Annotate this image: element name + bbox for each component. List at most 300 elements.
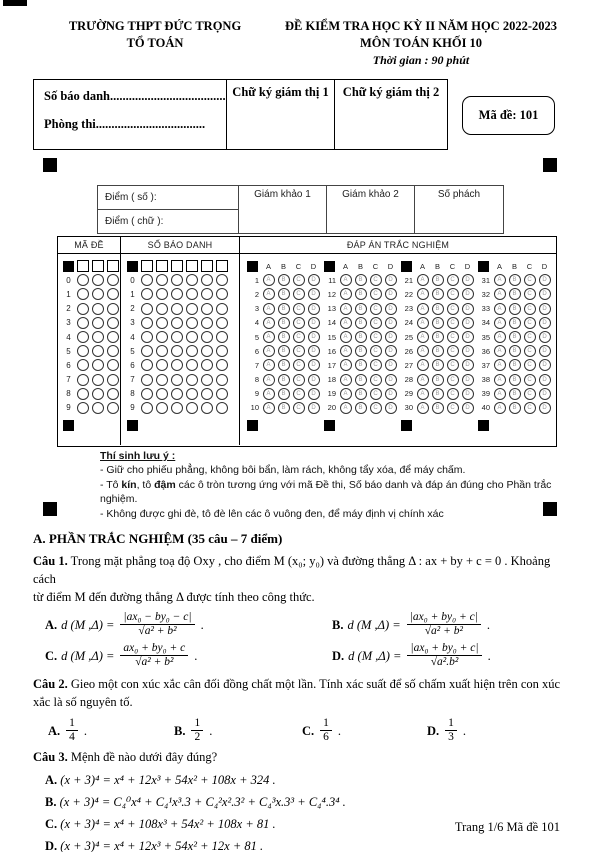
- answer-bubble-q4-A[interactable]: [263, 317, 275, 329]
- answer-bubble-q17-D[interactable]: [385, 359, 397, 371]
- answer-bubble-q37-B[interactable]: [509, 359, 521, 371]
- exam-code-bubble-7-col3[interactable]: [107, 374, 119, 386]
- candidate-id-write-box: [156, 260, 168, 272]
- calibration-square: [401, 261, 412, 272]
- answer-bubble-q39-D[interactable]: [539, 388, 551, 400]
- answer-bubble-q37-D[interactable]: [539, 359, 551, 371]
- answer-bubble-q21-C[interactable]: [447, 274, 459, 286]
- exam-code-bubble-0-col2[interactable]: [92, 274, 104, 286]
- answer-bubble-q10-A[interactable]: [263, 402, 275, 414]
- answer-bubble-q23-A[interactable]: [417, 303, 429, 315]
- answer-bubble-q6-C[interactable]: [293, 345, 305, 357]
- room-field[interactable]: Phòng thi...................................: [44, 117, 206, 131]
- candidate-number-field[interactable]: Số báo danh.....................................: [44, 89, 226, 103]
- answer-bubble-q39-C[interactable]: [524, 388, 536, 400]
- answer-bubble-q17-C[interactable]: [370, 359, 382, 371]
- answer-bubble-q17-A[interactable]: [340, 359, 352, 371]
- exam-code-bubble-2-col2[interactable]: [92, 303, 104, 315]
- answer-bubble-q14-D[interactable]: [385, 317, 397, 329]
- answer-bubble-q8-C[interactable]: [293, 374, 305, 386]
- answer-bubble-q28-A[interactable]: [417, 374, 429, 386]
- answer-bubble-q33-B[interactable]: [509, 303, 521, 315]
- exam-code-bubble-9-col3[interactable]: [107, 402, 119, 414]
- answer-bubble-q13-C[interactable]: [370, 303, 382, 315]
- exam-content: [33, 530, 573, 852]
- bubble-letter-label: B: [281, 362, 286, 369]
- answer-bubble-q29-D[interactable]: [462, 388, 474, 400]
- candidate-id-bubble-2-col6[interactable]: [216, 303, 228, 315]
- answer-bubble-q28-D[interactable]: [462, 374, 474, 386]
- answer-bubble-q39-A[interactable]: [494, 388, 506, 400]
- exam-code-bubble-1-col1[interactable]: [77, 288, 89, 300]
- candidate-id-bubble-1-col2[interactable]: [156, 288, 168, 300]
- answer-bubble-q14-A[interactable]: [340, 317, 352, 329]
- answer-bubble-q21-B[interactable]: [432, 274, 444, 286]
- candidate-id-bubble-5-col2[interactable]: [156, 345, 168, 357]
- answer-bubble-q18-A[interactable]: [340, 374, 352, 386]
- answer-bubble-q28-C[interactable]: [447, 374, 459, 386]
- bubble-letter-label: C: [373, 277, 378, 284]
- exam-code-bubble-1-col2[interactable]: [92, 288, 104, 300]
- exam-code-bubble-1-col3[interactable]: [107, 288, 119, 300]
- candidate-id-bubble-5-col3[interactable]: [171, 345, 183, 357]
- answer-bubble-q36-C[interactable]: [524, 345, 536, 357]
- candidate-id-bubble-2-col3[interactable]: [171, 303, 183, 315]
- answer-bubble-q24-D[interactable]: [462, 317, 474, 329]
- answer-bubble-q20-C[interactable]: [370, 402, 382, 414]
- answer-bubble-q11-D[interactable]: [385, 274, 397, 286]
- answer-bubble-q5-A[interactable]: [263, 331, 275, 343]
- candidate-id-bubble-6-col2[interactable]: [156, 359, 168, 371]
- bubble-letter-label: B: [281, 404, 286, 411]
- answer-bubble-q32-A[interactable]: [494, 288, 506, 300]
- bubble-letter-label: C: [527, 390, 532, 397]
- bubble-letter-label: A: [497, 390, 502, 397]
- answer-bubble-q22-C[interactable]: [447, 288, 459, 300]
- candidate-id-bubble-8-col3[interactable]: [171, 388, 183, 400]
- calibration-square: [127, 261, 138, 272]
- exam-code-bubble-0-col1[interactable]: [77, 274, 89, 286]
- candidate-id-bubble-8-col2[interactable]: [156, 388, 168, 400]
- answer-bubble-q10-D[interactable]: [308, 402, 320, 414]
- answer-letter-header: D: [541, 261, 548, 271]
- answer-bubble-q9-C[interactable]: [293, 388, 305, 400]
- answer-bubble-q5-B[interactable]: [278, 331, 290, 343]
- bubble-letter-label: A: [266, 291, 271, 298]
- candidate-id-bubble-6-col1[interactable]: [141, 359, 153, 371]
- answer-bubble-q30-A[interactable]: [417, 402, 429, 414]
- candidate-id-bubble-0-col3[interactable]: [171, 274, 183, 286]
- answer-bubble-q31-B[interactable]: [509, 274, 521, 286]
- answer-bubble-q1-B[interactable]: [278, 274, 290, 286]
- bubble-letter-label: A: [266, 277, 271, 284]
- exam-code-bubble-5-col3[interactable]: [107, 345, 119, 357]
- answer-bubble-q40-D[interactable]: [539, 402, 551, 414]
- exam-code-bubble-3-col2[interactable]: [92, 317, 104, 329]
- candidate-id-bubble-3-col3[interactable]: [171, 317, 183, 329]
- answer-bubble-q10-C[interactable]: [293, 402, 305, 414]
- answer-bubble-q26-B[interactable]: [432, 345, 444, 357]
- answer-bubble-q30-D[interactable]: [462, 402, 474, 414]
- answer-bubble-q16-B[interactable]: [355, 345, 367, 357]
- candidate-id-grid: [126, 259, 239, 429]
- answer-bubble-q39-B[interactable]: [509, 388, 521, 400]
- answer-bubble-q11-A[interactable]: [340, 274, 352, 286]
- candidate-id-bubble-0-col1[interactable]: [141, 274, 153, 286]
- answer-bubble-q14-C[interactable]: [370, 317, 382, 329]
- answer-bubble-q37-C[interactable]: [524, 359, 536, 371]
- answer-bubble-q33-C[interactable]: [524, 303, 536, 315]
- exam-code-bubble-4-col2[interactable]: [92, 331, 104, 343]
- candidate-id-bubble-2-col4[interactable]: [186, 303, 198, 315]
- exam-code-bubble-8-col2[interactable]: [92, 388, 104, 400]
- answer-bubble-q15-C[interactable]: [370, 331, 382, 343]
- answer-bubble-q34-D[interactable]: [539, 317, 551, 329]
- answer-bubble-q25-A[interactable]: [417, 331, 429, 343]
- answer-letter-header: C: [526, 261, 533, 271]
- bubble-letter-label: C: [296, 348, 301, 355]
- candidate-id-bubble-6-col3[interactable]: [171, 359, 183, 371]
- answer-bubble-q29-A[interactable]: [417, 388, 429, 400]
- answer-letter-header: A: [496, 261, 502, 271]
- answer-bubble-q20-B[interactable]: [355, 402, 367, 414]
- candidate-id-bubble-2-col2[interactable]: [156, 303, 168, 315]
- candidate-id-bubble-4-col2[interactable]: [156, 331, 168, 343]
- candidate-id-bubble-9-col3[interactable]: [171, 402, 183, 414]
- bubble-letter-label: C: [450, 277, 455, 284]
- answer-bubble-q8-A[interactable]: [263, 374, 275, 386]
- candidate-id-bubble-9-col6[interactable]: [216, 402, 228, 414]
- bubble-letter-label: A: [420, 348, 425, 355]
- answer-bubble-q27-A[interactable]: [417, 359, 429, 371]
- answer-bubble-q16-C[interactable]: [370, 345, 382, 357]
- candidate-id-bubble-6-col4[interactable]: [186, 359, 198, 371]
- bubble-letter-label: C: [296, 390, 301, 397]
- answer-bubble-q40-B[interactable]: [509, 402, 521, 414]
- answer-bubble-q15-A[interactable]: [340, 331, 352, 343]
- answer-bubble-q15-D[interactable]: [385, 331, 397, 343]
- bubble-letter-label: D: [465, 390, 470, 397]
- answer-bubble-q32-B[interactable]: [509, 288, 521, 300]
- answer-bubble-q24-C[interactable]: [447, 317, 459, 329]
- answer-bubble-q23-C[interactable]: [447, 303, 459, 315]
- examiner1-cell: Giám khảo 1: [238, 186, 326, 233]
- answer-bubble-q23-D[interactable]: [462, 303, 474, 315]
- bubble-letter-label: A: [420, 277, 425, 284]
- candidate-id-bubble-0-col2[interactable]: [156, 274, 168, 286]
- exam-code-bubble-4-col3[interactable]: [107, 331, 119, 343]
- answer-bubble-q7-D[interactable]: [308, 359, 320, 371]
- answer-bubble-q24-B[interactable]: [432, 317, 444, 329]
- answer-letter-header: B: [511, 261, 517, 271]
- answer-bubble-q15-B[interactable]: [355, 331, 367, 343]
- answer-bubble-q34-B[interactable]: [509, 317, 521, 329]
- answer-bubble-q12-B[interactable]: [355, 288, 367, 300]
- answer-bubble-q7-A[interactable]: [263, 359, 275, 371]
- exam-code-bubble-8-col1[interactable]: [77, 388, 89, 400]
- answer-bubble-q19-B[interactable]: [355, 388, 367, 400]
- answer-bubble-q7-B[interactable]: [278, 359, 290, 371]
- answer-bubble-q3-D[interactable]: [308, 303, 320, 315]
- answer-bubble-q2-A[interactable]: [263, 288, 275, 300]
- exam-code-bubble-0-col3[interactable]: [107, 274, 119, 286]
- answer-bubble-q11-B[interactable]: [355, 274, 367, 286]
- candidate-id-bubble-6-col6[interactable]: [216, 359, 228, 371]
- candidate-id-bubble-4-col6[interactable]: [216, 331, 228, 343]
- question-number: 39: [481, 389, 490, 399]
- candidate-id-bubble-8-col1[interactable]: [141, 388, 153, 400]
- answer-bubble-q17-B[interactable]: [355, 359, 367, 371]
- answer-bubble-q22-A[interactable]: [417, 288, 429, 300]
- answer-bubble-q4-B[interactable]: [278, 317, 290, 329]
- answer-bubble-q5-D[interactable]: [308, 331, 320, 343]
- bubble-letter-label: B: [435, 277, 440, 284]
- answer-bubble-q2-B[interactable]: [278, 288, 290, 300]
- score-cells: [98, 186, 238, 233]
- answer-bubble-q30-C[interactable]: [447, 402, 459, 414]
- answer-bubble-q16-A[interactable]: [340, 345, 352, 357]
- candidate-id-bubble-1-col1[interactable]: [141, 288, 153, 300]
- candidate-id-bubble-5-col6[interactable]: [216, 345, 228, 357]
- answer-bubble-q2-D[interactable]: [308, 288, 320, 300]
- answer-bubble-q18-B[interactable]: [355, 374, 367, 386]
- answer-bubble-q1-A[interactable]: [263, 274, 275, 286]
- exam-code-bubble-4-col1[interactable]: [77, 331, 89, 343]
- answer-bubble-q3-C[interactable]: [293, 303, 305, 315]
- bubble-letter-label: B: [512, 404, 517, 411]
- candidate-id-bubble-1-col6[interactable]: [216, 288, 228, 300]
- answer-bubble-q4-C[interactable]: [293, 317, 305, 329]
- candidate-id-bubble-0-col5[interactable]: [201, 274, 213, 286]
- answer-bubble-q23-B[interactable]: [432, 303, 444, 315]
- answer-bubble-q4-D[interactable]: [308, 317, 320, 329]
- answer-bubble-q6-B[interactable]: [278, 345, 290, 357]
- answer-bubble-q31-C[interactable]: [524, 274, 536, 286]
- candidate-id-bubble-3-col5[interactable]: [201, 317, 213, 329]
- candidate-id-bubble-5-col1[interactable]: [141, 345, 153, 357]
- candidate-id-bubble-7-col1[interactable]: [141, 374, 153, 386]
- candidate-id-bubble-7-col4[interactable]: [186, 374, 198, 386]
- answer-bubble-q13-A[interactable]: [340, 303, 352, 315]
- answer-bubble-q35-C[interactable]: [524, 331, 536, 343]
- answer-bubble-q40-A[interactable]: [494, 402, 506, 414]
- answer-bubble-q19-D[interactable]: [385, 388, 397, 400]
- candidate-id-bubble-8-col4[interactable]: [186, 388, 198, 400]
- question-number: 9: [254, 389, 259, 399]
- exam-code-bubble-7-col1[interactable]: [77, 374, 89, 386]
- answer-bubble-q38-B[interactable]: [509, 374, 521, 386]
- answer-bubble-q29-B[interactable]: [432, 388, 444, 400]
- answer-bubble-q12-A[interactable]: [340, 288, 352, 300]
- answer-bubble-q1-C[interactable]: [293, 274, 305, 286]
- candidate-id-bubble-8-col6[interactable]: [216, 388, 228, 400]
- candidate-id-bubble-4-col3[interactable]: [171, 331, 183, 343]
- answer-bubble-q19-A[interactable]: [340, 388, 352, 400]
- bubble-letter-label: A: [420, 334, 425, 341]
- answer-bubble-q3-A[interactable]: [263, 303, 275, 315]
- answer-bubble-q5-C[interactable]: [293, 331, 305, 343]
- q3-option-b: [33, 793, 573, 811]
- answer-bubble-q22-D[interactable]: [462, 288, 474, 300]
- candidate-id-bubble-9-col5[interactable]: [201, 402, 213, 414]
- answer-bubble-q36-A[interactable]: [494, 345, 506, 357]
- fraction-numerator: 1: [191, 717, 203, 731]
- answer-bubble-q30-B[interactable]: [432, 402, 444, 414]
- answer-bubble-q21-D[interactable]: [462, 274, 474, 286]
- answer-bubble-q13-B[interactable]: [355, 303, 367, 315]
- candidate-id-bubble-3-col6[interactable]: [216, 317, 228, 329]
- answer-bubble-q35-B[interactable]: [509, 331, 521, 343]
- candidate-id-bubble-3-col2[interactable]: [156, 317, 168, 329]
- answer-bubble-q33-A[interactable]: [494, 303, 506, 315]
- answer-bubble-q19-C[interactable]: [370, 388, 382, 400]
- candidate-id-bubble-8-col5[interactable]: [201, 388, 213, 400]
- bubble-letter-label: A: [420, 390, 425, 397]
- candidate-id-bubble-0-col4[interactable]: [186, 274, 198, 286]
- formula-lhs: d (M ,Δ) =: [61, 648, 115, 663]
- candidate-id-bubble-9-col2[interactable]: [156, 402, 168, 414]
- answer-bubble-q37-A[interactable]: [494, 359, 506, 371]
- answer-bubble-q12-D[interactable]: [385, 288, 397, 300]
- candidate-id-bubble-1-col4[interactable]: [186, 288, 198, 300]
- q2-line2: xắc là số nguyên tố.: [33, 695, 133, 710]
- candidate-id-bubble-3-col4[interactable]: [186, 317, 198, 329]
- candidate-id-bubble-4-col4[interactable]: [186, 331, 198, 343]
- answer-bubble-q8-B[interactable]: [278, 374, 290, 386]
- answer-bubble-q9-B[interactable]: [278, 388, 290, 400]
- answer-bubble-q9-A[interactable]: [263, 388, 275, 400]
- answer-bubble-q29-C[interactable]: [447, 388, 459, 400]
- answer-bubble-q24-A[interactable]: [417, 317, 429, 329]
- exam-code-bubble-5-col2[interactable]: [92, 345, 104, 357]
- exam-code-bubble-6-col2[interactable]: [92, 359, 104, 371]
- answer-bubble-q34-C[interactable]: [524, 317, 536, 329]
- candidate-id-bubble-4-col1[interactable]: [141, 331, 153, 343]
- question-number: 17: [327, 360, 336, 370]
- candidate-id-bubble-5-col4[interactable]: [186, 345, 198, 357]
- bubble-letter-label: C: [296, 362, 301, 369]
- exam-code-bubble-2-col3[interactable]: [107, 303, 119, 315]
- answer-bubble-q31-D[interactable]: [539, 274, 551, 286]
- answer-bubble-q22-B[interactable]: [432, 288, 444, 300]
- candidate-id-bubble-9-col4[interactable]: [186, 402, 198, 414]
- answer-bubble-q38-C[interactable]: [524, 374, 536, 386]
- answer-bubble-q38-D[interactable]: [539, 374, 551, 386]
- answer-bubble-q18-C[interactable]: [370, 374, 382, 386]
- candidate-id-bubble-7-col3[interactable]: [171, 374, 183, 386]
- exam-code-bubble-7-col2[interactable]: [92, 374, 104, 386]
- answer-bubble-q26-C[interactable]: [447, 345, 459, 357]
- answer-bubble-q31-A[interactable]: [494, 274, 506, 286]
- answer-bubble-q32-C[interactable]: [524, 288, 536, 300]
- candidate-id-bubble-7-col6[interactable]: [216, 374, 228, 386]
- answer-bubble-q20-A[interactable]: [340, 402, 352, 414]
- answer-bubble-q36-D[interactable]: [539, 345, 551, 357]
- answer-bubble-q18-D[interactable]: [385, 374, 397, 386]
- exam-code-bubble-2-col1[interactable]: [77, 303, 89, 315]
- answer-bubble-q1-D[interactable]: [308, 274, 320, 286]
- answer-bubble-q27-C[interactable]: [447, 359, 459, 371]
- question-number: 20: [327, 403, 336, 413]
- answer-bubble-q32-D[interactable]: [539, 288, 551, 300]
- answer-bubble-q28-B[interactable]: [432, 374, 444, 386]
- answer-bubble-q21-A[interactable]: [417, 274, 429, 286]
- exam-code-bubble-6-col3[interactable]: [107, 359, 119, 371]
- answer-bubble-q26-A[interactable]: [417, 345, 429, 357]
- school-header: [40, 18, 270, 52]
- answer-bubble-q8-D[interactable]: [308, 374, 320, 386]
- answer-bubble-q40-C[interactable]: [524, 402, 536, 414]
- question-number: 36: [481, 346, 490, 356]
- candidate-id-bubble-9-col1[interactable]: [141, 402, 153, 414]
- answer-bubble-q16-D[interactable]: [385, 345, 397, 357]
- candidate-id-digit-label: 4: [130, 332, 135, 342]
- answer-bubble-q3-B[interactable]: [278, 303, 290, 315]
- fraction-denominator: [423, 625, 465, 638]
- answer-bubble-q34-A[interactable]: [494, 317, 506, 329]
- answer-bubble-q33-D[interactable]: [539, 303, 551, 315]
- exam-code-digit-label: 6: [66, 360, 71, 370]
- q2-options: [33, 715, 573, 746]
- answer-bubble-q2-C[interactable]: [293, 288, 305, 300]
- candidate-id-bubble-2-col5[interactable]: [201, 303, 213, 315]
- answer-bubble-q7-C[interactable]: [293, 359, 305, 371]
- answer-bubble-q26-D[interactable]: [462, 345, 474, 357]
- answer-bubble-q25-D[interactable]: [462, 331, 474, 343]
- candidate-id-bubble-7-col5[interactable]: [201, 374, 213, 386]
- candidate-id-bubble-0-col6[interactable]: [216, 274, 228, 286]
- question-number: 4: [254, 318, 259, 328]
- exam-code-bubble-6-col1[interactable]: [77, 359, 89, 371]
- candidate-id-bubble-4-col5[interactable]: [201, 331, 213, 343]
- answer-bubble-q13-D[interactable]: [385, 303, 397, 315]
- candidate-id-bubble-6-col5[interactable]: [201, 359, 213, 371]
- answer-bubble-q11-C[interactable]: [370, 274, 382, 286]
- answer-bubble-q36-B[interactable]: [509, 345, 521, 357]
- exam-code-bubble-3-col3[interactable]: [107, 317, 119, 329]
- answer-bubble-q20-D[interactable]: [385, 402, 397, 414]
- answer-bubble-q35-A[interactable]: [494, 331, 506, 343]
- question-number: 8: [254, 375, 259, 385]
- candidate-id-bubble-3-col1[interactable]: [141, 317, 153, 329]
- answer-bubble-q35-D[interactable]: [539, 331, 551, 343]
- answer-bubble-q25-B[interactable]: [432, 331, 444, 343]
- bubble-letter-label: A: [420, 305, 425, 312]
- exam-code-bubble-9-col1[interactable]: [77, 402, 89, 414]
- answer-bubble-q12-C[interactable]: [370, 288, 382, 300]
- candidate-id-bubble-7-col2[interactable]: [156, 374, 168, 386]
- answer-bubble-q25-C[interactable]: [447, 331, 459, 343]
- exam-code-bubble-8-col3[interactable]: [107, 388, 119, 400]
- answer-bubble-q6-A[interactable]: [263, 345, 275, 357]
- candidate-id-bubble-5-col5[interactable]: [201, 345, 213, 357]
- answer-bubble-q6-D[interactable]: [308, 345, 320, 357]
- exam-code-bubble-5-col1[interactable]: [77, 345, 89, 357]
- candidate-id-bubble-1-col3[interactable]: [171, 288, 183, 300]
- answer-bubble-q10-B[interactable]: [278, 402, 290, 414]
- candidate-id-bubble-1-col5[interactable]: [201, 288, 213, 300]
- answer-bubble-q27-D[interactable]: [462, 359, 474, 371]
- answer-bubble-q9-D[interactable]: [308, 388, 320, 400]
- bubble-letter-label: A: [497, 277, 502, 284]
- answer-bubble-q27-B[interactable]: [432, 359, 444, 371]
- option-label: A.: [45, 617, 58, 632]
- answer-bubble-q14-B[interactable]: [355, 317, 367, 329]
- exam-code-bubble-3-col1[interactable]: [77, 317, 89, 329]
- answer-bubble-q38-A[interactable]: [494, 374, 506, 386]
- candidate-id-bubble-2-col1[interactable]: [141, 303, 153, 315]
- exam-code-bubble-9-col2[interactable]: [92, 402, 104, 414]
